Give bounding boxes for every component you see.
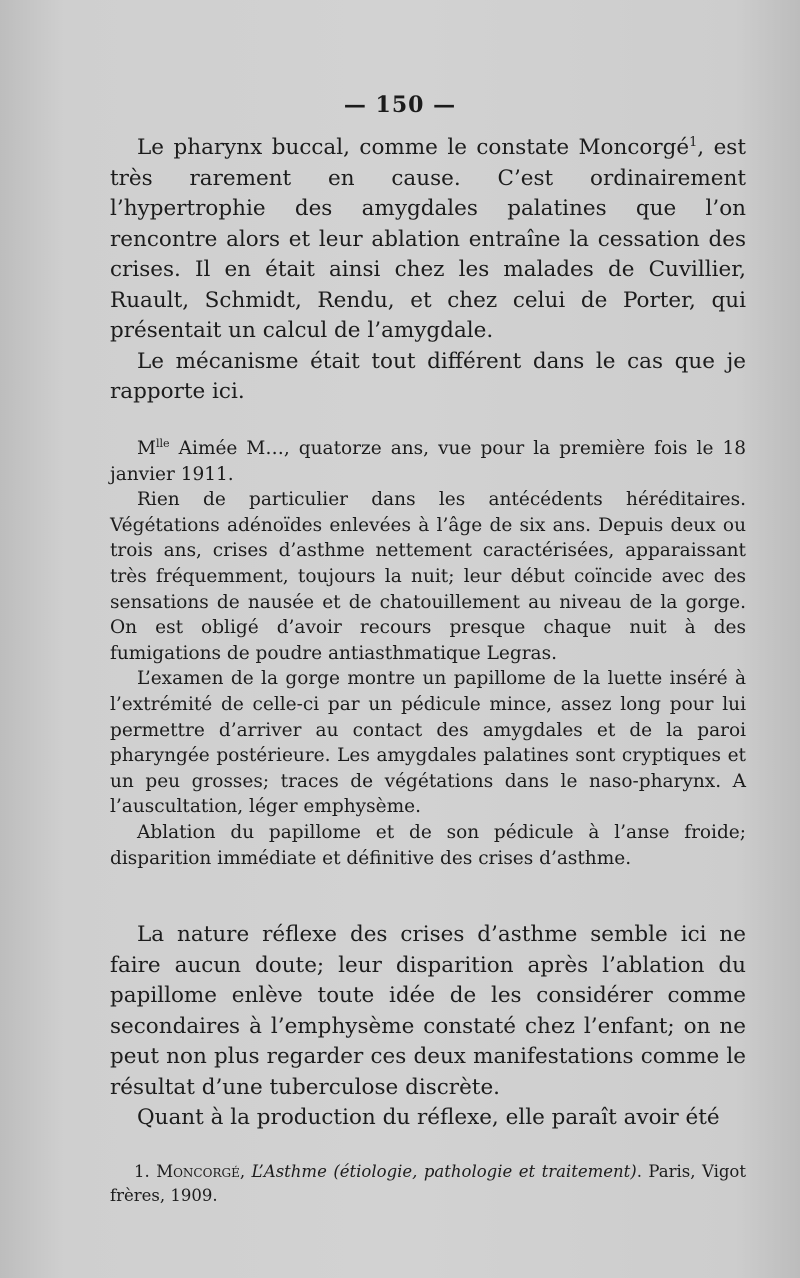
text-segment: , est très rarement en cause. C’est ordinairement l’hypertrophie des amygdales palatines que l’on rencontre alors et leur ablation entraîne la cessation des crises. Il en était ainsi chez les malades de Cuvillier, Ruault, Schmidt, Rendu, et chez celui de Porter, qui présentait un calcul de l’amygdale.	[110, 135, 746, 343]
footnote-subtitle: (étiologie, pathologie et traitement)	[326, 1162, 637, 1181]
case-intro-text: Aimée M…, quatorze ans, vue pour la première fois le 18 janvier 1911.	[110, 438, 746, 485]
case-report	[110, 436, 746, 871]
main-text-top	[110, 133, 746, 408]
case-title-sup: lle	[155, 436, 170, 450]
paragraph-mecanisme: Le mécanisme était tout différent dans le cas que je rapporte ici.	[110, 348, 746, 404]
case-history: Rien de particulier dans les antécédents héréditaires. Végétations adénoïdes enlevées à l’âge de six ans. Depuis deux ou trois ans, crises d’asthme nettement caractérisées, apparaissant très fréquemment, toujours la nuit; leur début coïncide avec des sensations de nausée et de chatouillement au niveau de la gorge. On est obligé d’avoir recours presque chaque nuit à des fumigations de poudre antiasthmatique Legras.	[110, 489, 746, 664]
footnote-author: Moncorgé	[156, 1162, 240, 1181]
case-title-prefix: M	[137, 438, 156, 459]
footnote-title: L’Asthme	[251, 1162, 327, 1181]
page-number: — 150 —	[343, 92, 457, 118]
paragraph-pharynx	[110, 133, 746, 347]
footnote	[110, 1160, 746, 1208]
main-text-bottom	[110, 920, 746, 1134]
footnote-ref: 1	[689, 134, 698, 150]
paragraph-production-reflexe: Quant à la production du réflexe, elle paraît avoir été	[137, 1105, 720, 1130]
case-examination: L’examen de la gorge montre un papillome de la luette inséré à l’extrémité de celle-ci par un pédicule mince, assez long pour lui permettre d’arriver au contact des amygdales et de la paroi pharyngée postérieure. Les amygdales palatines sont cryptiques et un peu grosses; traces de végétations dans le naso-pharynx. A l’auscultation, léger emphysème.	[110, 668, 746, 818]
text-segment: Le pharynx buccal, comme le constate Moncorgé	[137, 135, 690, 160]
footnote-publisher: . Paris, Vigot frères, 1909.	[110, 1162, 746, 1205]
footnote-number: 1.	[134, 1162, 157, 1181]
footnote-sep: ,	[239, 1162, 252, 1181]
case-treatment: Ablation du papillome et de son pédicule à l’anse froide; disparition immédiate et définitive des crises d’asthme.	[110, 821, 746, 869]
case-intro	[110, 436, 746, 487]
paragraph-nature-reflexe: La nature réflexe des crises d’asthme semble ici ne faire aucun doute; leur disparition après l’ablation du papillome enlève toute idée de les considérer comme secondaires à l’emphysème constaté chez l’enfant; on ne peut non plus regarder ces deux manifestations comme le résultat d’une tuberculose discrète.	[110, 922, 746, 1100]
footnote-text	[110, 1160, 746, 1208]
